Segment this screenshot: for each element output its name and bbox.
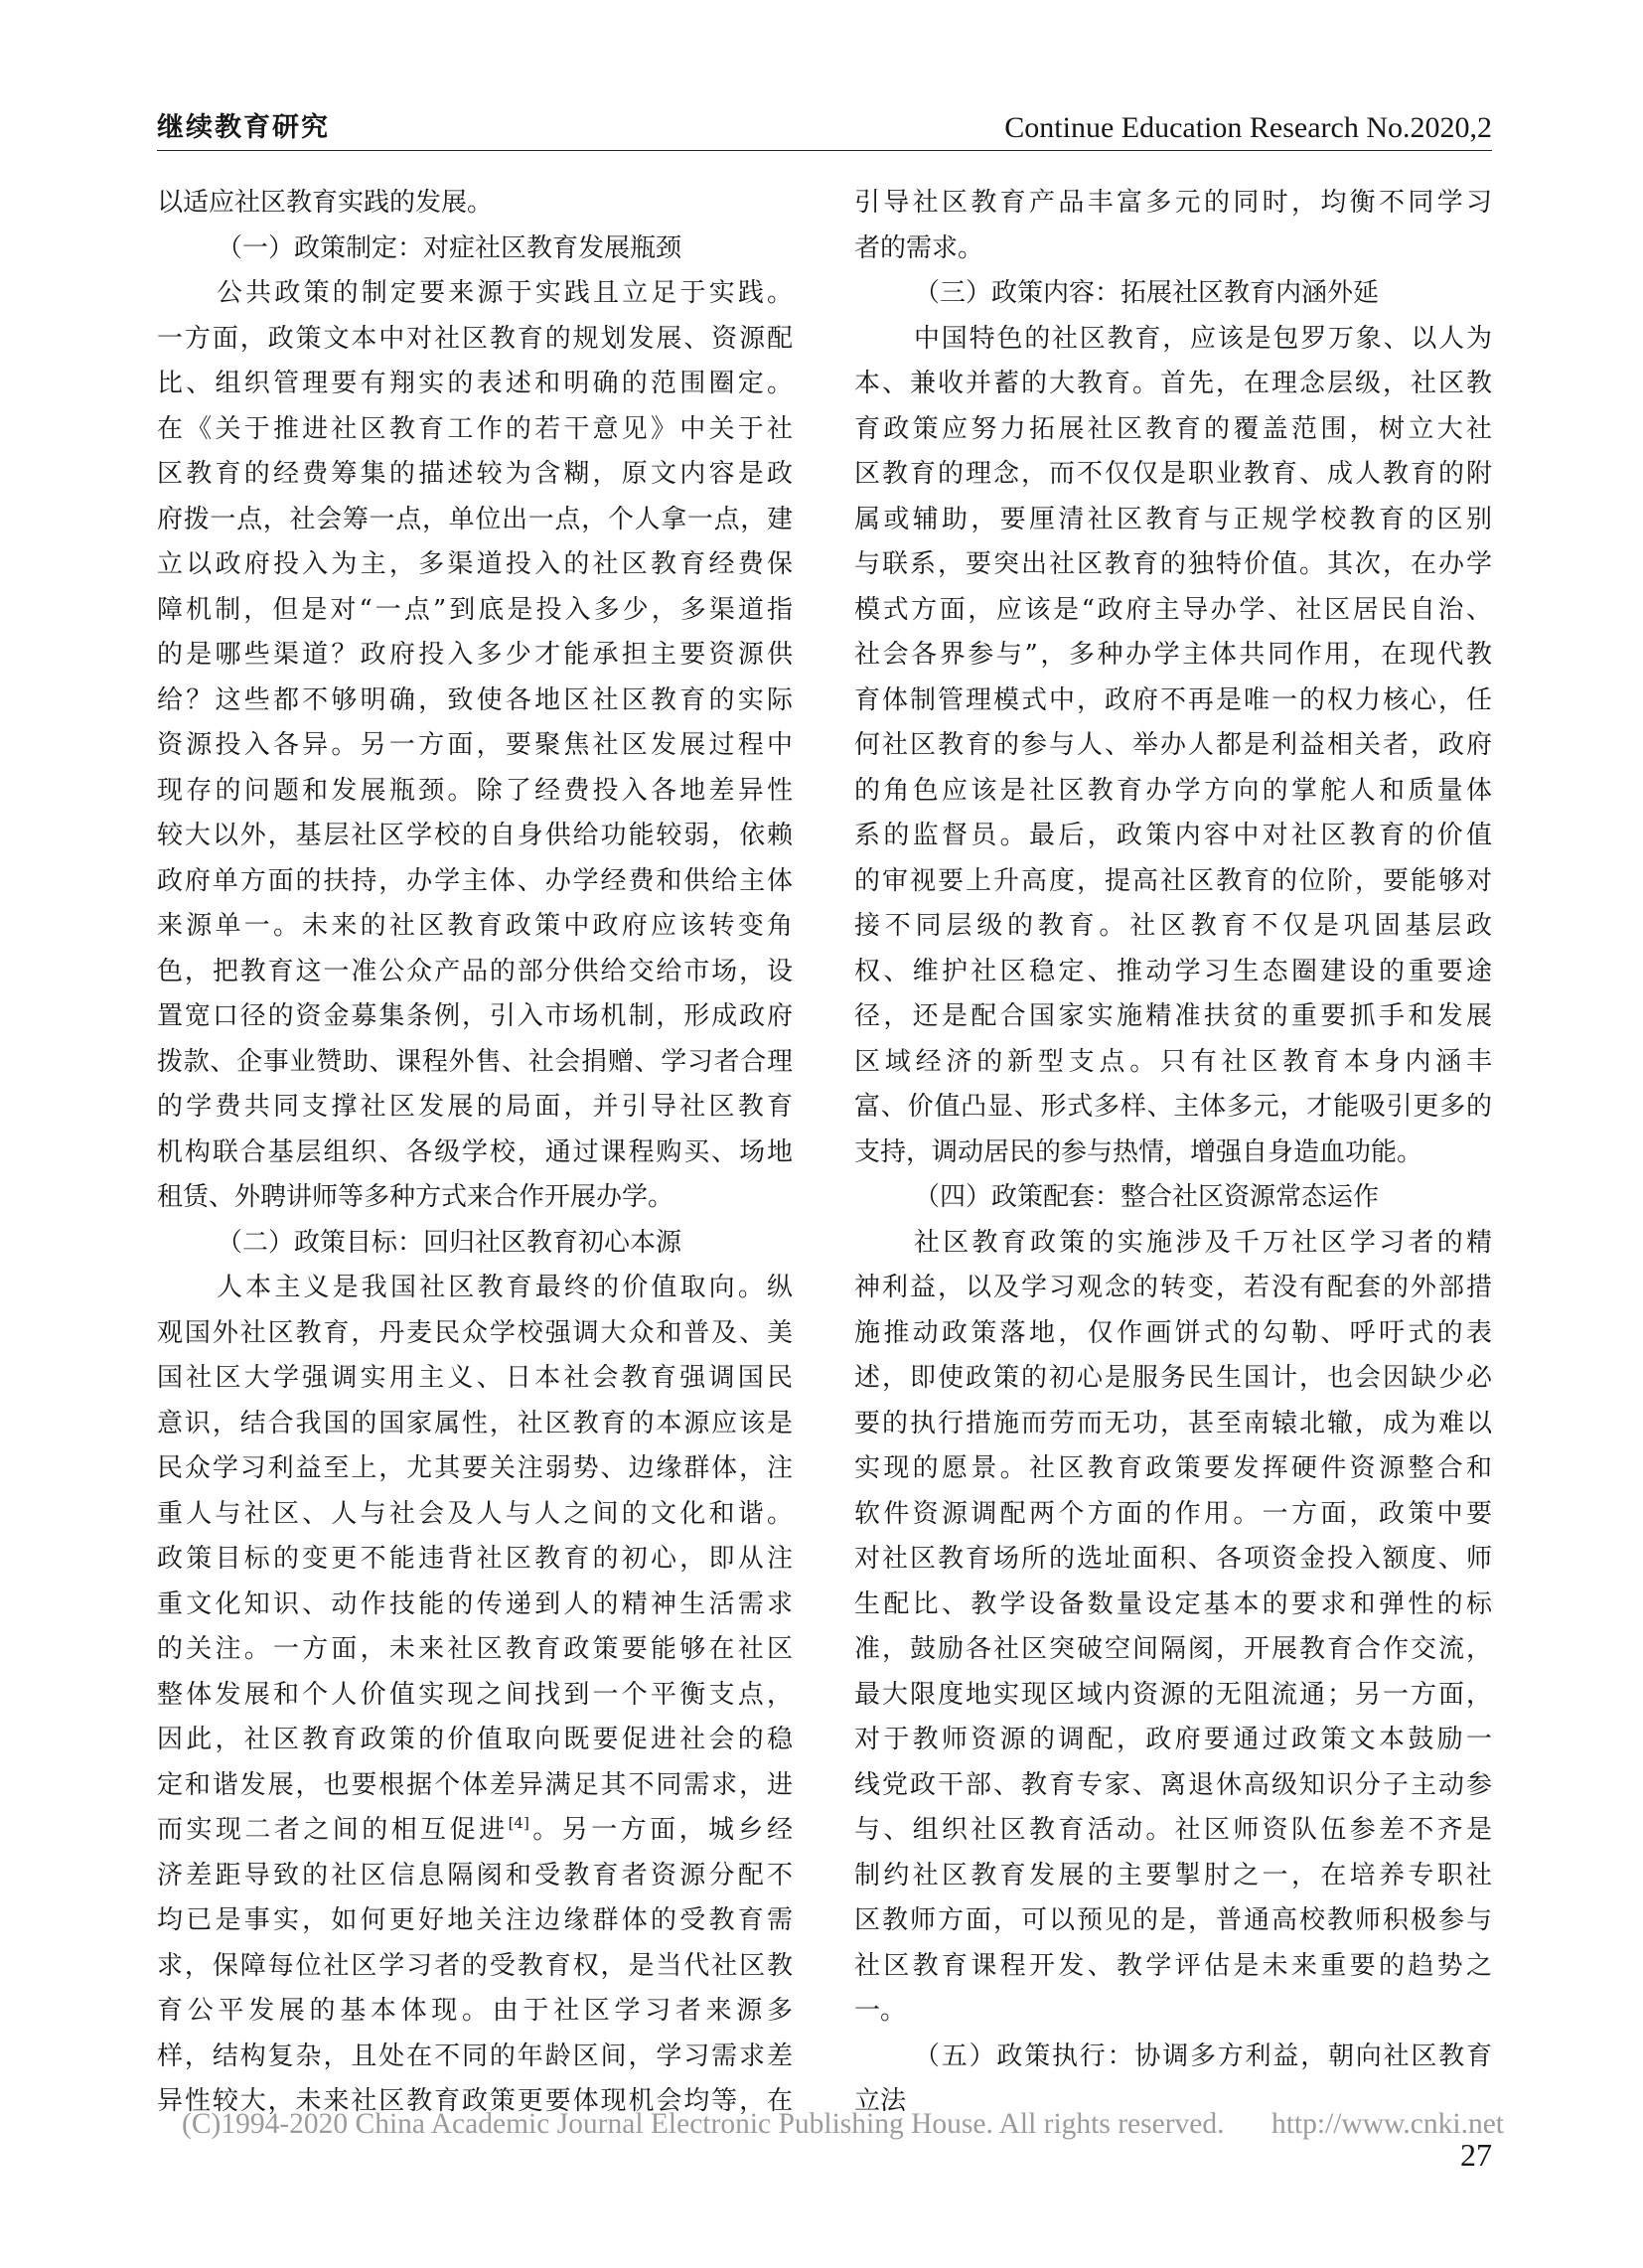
text-line: 何社区教育的参与人、举办人都是利益相关者，政府 (854, 730, 1492, 760)
text-line: 拨款、企事业赞助、课程外售、社会捐赠、学习者合理 (157, 1046, 793, 1077)
section-heading (854, 271, 1492, 317)
section-heading (854, 1175, 1492, 1221)
text-line: 国社区大学强调实用主义、日本社会教育强调国民 (157, 1363, 793, 1393)
heading-line: （一）政策制定：对症社区教育发展瓶颈 (217, 232, 682, 263)
text-line: 对于教师资源的调配，政府要通过政策文本鼓励一 (854, 1725, 1492, 1754)
heading-line: （二）政策目标：回归社区教育初心本源 (217, 1227, 682, 1258)
text-line: 人本主义是我国社区教育最终的价值取向。纵 (217, 1273, 793, 1302)
text-line: 定和谐发展，也要根据个体差异满足其不同需求，进 (157, 1769, 793, 1800)
text-line: 异性较大，未来社区教育政策更要体现机会均等，在 (157, 2086, 793, 2116)
text-line: 样，结构复杂，且处在不同的年龄区间，学习需求差 (157, 2041, 793, 2071)
text-line: 育公平发展的基本体现。由于社区学习者来源多 (157, 1996, 793, 2026)
text-line: 均已是事实，如何更好地关注边缘群体的受教育需 (157, 1905, 793, 1935)
text-line: 生配比、教学设备数量设定基本的要求和弹性的标 (854, 1588, 1492, 1619)
text-line: 的审视要上升高度，提高社区教育的位阶，要能够对 (854, 865, 1492, 896)
text-line: 接不同层级的教育。社区教育不仅是巩固基层政 (854, 911, 1492, 941)
text-line: 较大以外，基层社区学校的自身供给功能较弱，依赖 (157, 821, 793, 850)
text-line: 障机制，但是对“一点”到底是投入多少，多渠道指 (157, 594, 793, 625)
text-line (157, 1808, 793, 1854)
text-line: 支持，调动居民的参与热情，增强自身造血功能。 (854, 1136, 1423, 1167)
text-line: 神利益，以及学习观念的转变，若没有配套的外部措 (854, 1273, 1492, 1302)
text-line: 机构联合基层组织、各级学校，通过课程购买、场地 (157, 1136, 793, 1167)
text-line: 府拨一点，社会筹一点，单位出一点，个人拿一点，建 (157, 504, 793, 534)
text-line: 实现的愿景。社区教育政策要发挥硬件资源整合和 (854, 1453, 1492, 1483)
section-heading (157, 1221, 793, 1267)
left-text-column (157, 181, 793, 2125)
text-line: 求，保障每位社区学习者的受教育权，是当代社区教 (157, 1950, 793, 1981)
text-line: 最大限度地实现区域内资源的无阻流通；另一方面， (854, 1679, 1492, 1710)
text-line: 径，还是配合国家实施精准扶贫的重要抓手和发展 (854, 1001, 1492, 1031)
text-line: 与联系，要突出社区教育的独特价值。其次，在办学 (854, 549, 1492, 579)
text-line: 一。 (854, 1996, 907, 2026)
text-line: 公共政策的制定要来源于实践且立足于实践。 (217, 278, 793, 308)
text-line: 比、组织管理要有翔实的表述和明确的范围圈定。 (157, 369, 793, 398)
paragraph (157, 181, 793, 227)
text-line: 来源单一。未来的社区教育政策中政府应该转变角 (157, 911, 793, 941)
text-line: 社区教育课程开发、教学评估是未来重要的趋势之 (854, 1950, 1492, 1981)
text-line: 政府单方面的扶持，办学主体、办学经费和供给主体 (157, 865, 793, 896)
text-line: 资源投入各异。另一方面，要聚焦社区发展过程中 (157, 730, 793, 760)
text-line: 本、兼收并蓄的大教育。首先，在理念层级，社区教 (854, 369, 1492, 398)
text-line: 区教育的经费筹集的描述较为含糊，原文内容是政 (157, 459, 793, 489)
text-line: 因此，社区教育政策的价值取向既要促进社会的稳 (157, 1725, 793, 1754)
paragraph (157, 1266, 793, 2125)
text-line: 模式方面，应该是“政府主导办学、社区居民自治、 (854, 594, 1492, 625)
copyright-watermark: (C)1994-2020 China Academic Journal Electronic Publishing House. All rights reserved. (182, 2108, 1225, 2140)
text-line: 制约社区教育发展的主要掣肘之一，在培养专职社 (854, 1860, 1492, 1890)
text-line: 者的需求。 (854, 232, 984, 263)
text-run: 而实现二者之间的相互促进 (157, 1815, 509, 1845)
right-text-column (854, 181, 1492, 2125)
text-line: 育体制管理模式中，政府不再是唯一的权力核心，任 (854, 684, 1492, 715)
text-line: 系的监督员。最后，政策内容中对社区教育的价值 (854, 821, 1492, 850)
text-line: 中国特色的社区教育，应该是包罗万象、以人为 (914, 323, 1492, 354)
paragraph (157, 271, 793, 1221)
heading-line: （四）政策配套：整合社区资源常态运作 (914, 1182, 1380, 1212)
text-line: 给？这些都不够明确，致使各地区社区教育的实际 (157, 684, 793, 715)
text-line: 育政策应努力拓展社区教育的覆盖范围，树立大社 (854, 413, 1492, 444)
text-line: 的关注。一方面，未来社区教育政策要能够在社区 (157, 1634, 793, 1664)
page-number: 27 (1460, 2137, 1492, 2173)
paragraph (854, 317, 1492, 1176)
text-line: 对社区教育场所的选址面积、各项资金投入额度、师 (854, 1544, 1492, 1574)
text-run: 。另一方面，城乡经 (528, 1815, 793, 1845)
text-line: 线党政干部、教育专家、离退休高级知识分子主动参 (854, 1769, 1492, 1800)
text-line: 区域经济的新型支点。只有社区教育本身内涵丰 (854, 1046, 1492, 1077)
text-line: 与、组织社区教育活动。社区师资队伍参差不齐是 (854, 1815, 1492, 1845)
text-line: 富、价值凸显、形式多样、主体多元，才能吸引更多的 (854, 1092, 1492, 1122)
paragraph (854, 181, 1492, 271)
text-line: 置宽口径的资金募集条例，引入市场机制，形成政府 (157, 1001, 793, 1031)
text-line: 一方面，政策文本中对社区教育的规划发展、资源配 (157, 323, 793, 354)
text-line: 引导社区教育产品丰富多元的同时，均衡不同学习 (854, 188, 1492, 218)
text-line: 租赁、外聘讲师等多种方式来合作开展办学。 (157, 1182, 674, 1212)
text-line: 的学费共同支撑社区发展的局面，并引导社区教育 (157, 1092, 793, 1122)
text-line: 的是哪些渠道？政府投入多少才能承担主要资源供 (157, 640, 793, 670)
text-line: 政策目标的变更不能违背社区教育的初心，即从注 (157, 1544, 793, 1574)
heading-line: （三）政策内容：拓展社区教育内涵外延 (914, 278, 1380, 308)
paragraph (854, 1221, 1492, 2035)
text-line: 民众学习利益至上，尤其要关注弱势、边缘群体，注 (157, 1453, 793, 1483)
text-line: 软件资源调配两个方面的作用。一方面，政策中要 (854, 1498, 1492, 1529)
text-line: 述，即使政策的初心是服务民生国计，也会因缺少必 (854, 1363, 1492, 1393)
text-line: 区教师方面，可以预见的是，普通高校教师积极参与 (854, 1905, 1492, 1935)
text-line: 施推动政策落地，仅作画饼式的勾勒、呼吁式的表 (854, 1317, 1492, 1348)
text-line: 的角色应该是社区教育办学方向的掌舵人和质量体 (854, 775, 1492, 806)
text-line: 属或辅助，要厘清社区教育与正规学校教育的区别 (854, 504, 1492, 534)
text-line: 准，鼓励各社区突破空间隔阂，开展教育合作交流， (854, 1634, 1492, 1664)
text-line: 要的执行措施而劳而无功，甚至南辕北辙，成为难以 (854, 1408, 1492, 1438)
citation-marker: [4] (508, 1814, 529, 1832)
watermark-url: http://www.cnki.net (1270, 2108, 1504, 2140)
heading-line: 立法 (854, 2086, 907, 2116)
text-line: 意识，结合我国的国家属性，社区教育的本源应该是 (157, 1408, 793, 1438)
text-line: 现存的问题和发展瓶颈。除了经费投入各地差异性 (157, 775, 793, 806)
text-line: 区教育的理念，而不仅仅是职业教育、成人教育的附 (854, 459, 1492, 489)
header-rule (157, 150, 1492, 151)
text-line: 济差距导致的社区信息隔阂和受教育者资源分配不 (157, 1860, 793, 1890)
text-line: 在《关于推进社区教育工作的若干意见》中关于社 (157, 413, 793, 444)
text-line: 整体发展和个人价值实现之间找到一个平衡支点， (157, 1679, 793, 1710)
text-line: 社区教育政策的实施涉及千万社区学习者的精 (914, 1227, 1492, 1258)
text-line: 以适应社区教育实践的发展。 (157, 188, 494, 218)
text-line: 观国外社区教育，丹麦民众学校强调大众和普及、美 (157, 1317, 793, 1348)
running-header-journal-title: 继续教育研究 (157, 112, 330, 143)
text-line: 立以政府投入为主，多渠道投入的社区教育经费保 (157, 549, 793, 579)
text-line: 社会各界参与”，多种办学主体共同作用，在现代教 (854, 640, 1492, 670)
running-header-issue: Continue Education Research No.2020,2 (1004, 111, 1492, 144)
text-line: 色，把教育这一准公众产品的部分供给交给市场，设 (157, 956, 793, 986)
heading-line: （五）政策执行：协调多方利益，朝向社区教育 (914, 2041, 1492, 2071)
text-line: 权、维护社区稳定、推动学习生态圈建设的重要途 (854, 956, 1492, 986)
text-line: 重人与社区、人与社会及人与人之间的文化和谐。 (157, 1498, 793, 1529)
section-heading (157, 227, 793, 272)
text-line: 重文化知识、动作技能的传递到人的精神生活需求 (157, 1588, 793, 1619)
